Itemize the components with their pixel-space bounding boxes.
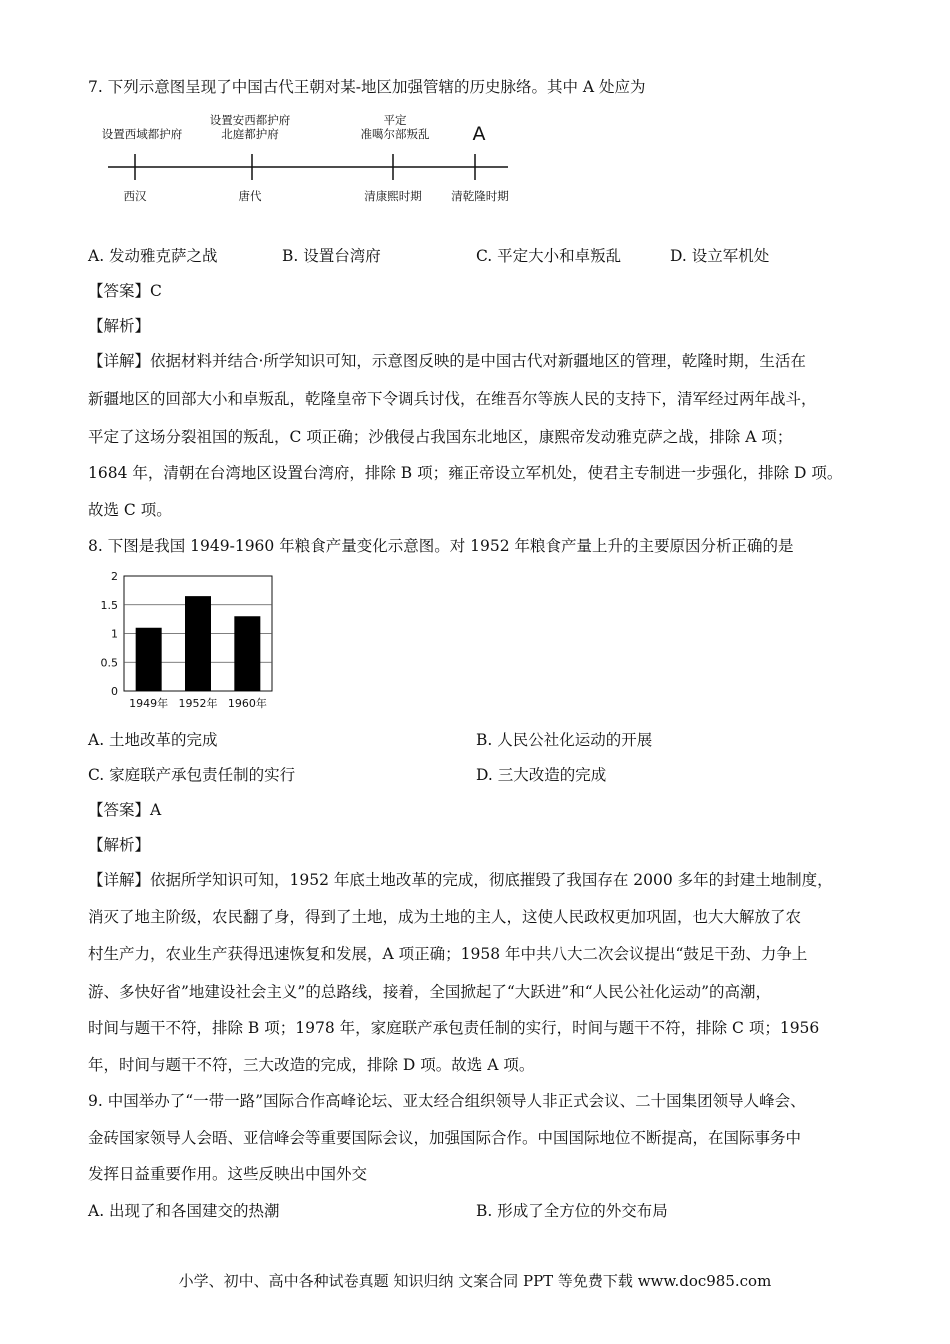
x-tick-label: 1949年 (129, 697, 169, 710)
x-tick-label: 1960年 (227, 697, 267, 710)
q9-stem-line: 金砖国家领导人会晤、亚信峰会等重要国际会议，加强国际合作。中国国际地位不断提高，在国际事务中 (88, 1129, 802, 1147)
timeline-event: 北庭都护府 (221, 127, 279, 141)
q7-option-a: A. 发动雅克萨之战 (88, 247, 218, 265)
q8-detail-line: 村生产力，农业生产获得迅速恢复和发展，A 项正确；1958 年中共八大二次会议提出“鼓足干劲、力争上 (88, 945, 808, 963)
q8-answer: 【答案】A (88, 801, 162, 819)
timeline-period: 唐代 (238, 189, 262, 203)
bar (136, 628, 162, 691)
grain-output-bar-chart (88, 566, 288, 716)
y-tick-label: 1.5 (100, 598, 118, 612)
timeline-period: 清乾隆时期 (451, 189, 509, 203)
q8-detail-line: 【详解】依据所学知识可知，1952 年底土地改革的完成，彻底摧毁了我国存在 2000 多年的封建土地制度， (88, 871, 833, 889)
timeline-period: 清康熙时期 (364, 189, 422, 203)
timeline-event: 准噶尔部叛乱 (360, 127, 430, 141)
q8-detail-line: 消灭了地主阶级，农民翻了身，得到了土地，成为土地的主人，这使人民政权更加巩固，也大大解放了农 (88, 908, 802, 926)
q8-option-c: C. 家庭联产承包责任制的实行 (88, 766, 296, 784)
q7-detail-line: 平定了这场分裂祖国的叛乱，C 项正确；沙俄侵占我国东北地区，康熙帝发动雅克萨之战，排除 A 项； (88, 428, 793, 446)
q7-detail-line: 新疆地区的回部大小和卓叛乱，乾隆皇帝下令调兵讨伐，在维吾尔等族人民的支持下，清军经过两年战斗， (88, 390, 817, 408)
y-tick-label: 1 (111, 627, 118, 641)
q8-detail-line: 年，时间与题干不符，三大改造的完成，排除 D 项。故选 A 项。 (88, 1056, 535, 1074)
timeline-event-a: A (472, 123, 486, 145)
q7-answer: 【答案】C (88, 282, 162, 300)
q7-detail-line: 1684 年，清朝在台湾地区设置台湾府，排除 B 项；雍正帝设立军机处，使君主专制进一步强化，排除 D 项。 (88, 464, 843, 482)
q9-stem-line: 9. 中国举办了“一带一路”国际合作高峰论坛、亚太经合组织领导人非正式会议、二十国集团领导人峰会、 (88, 1092, 806, 1110)
timeline-event: 平定 (383, 113, 407, 127)
q8-option-b: B. 人民公社化运动的开展 (476, 731, 653, 749)
q9-stem-line: 发挥日益重要作用。这些反映出中国外交 (88, 1165, 368, 1183)
q9-option-a: A. 出现了和各国建交的热潮 (88, 1202, 280, 1220)
q8-stem: 8. 下图是我国 1949-1960 年粮食产量变化示意图。对 1952 年粮食产量上升的主要原因分析正确的是 (88, 537, 794, 555)
q8-detail-line: 时间与题干不符，排除 B 项；1978 年，家庭联产承包责任制的实行，时间与题干不符，排除 C 项；1956 (88, 1019, 820, 1037)
q9-option-b: B. 形成了全方位的外交布局 (476, 1202, 668, 1220)
bar (234, 616, 260, 691)
q8-analysis-label: 【解析】 (88, 836, 151, 854)
q7-analysis-label: 【解析】 (88, 317, 151, 335)
q8-option-a: A. 土地改革的完成 (88, 731, 218, 749)
q8-detail-line: 游、多快好省”地建设社会主义”的总路线，接着，全国掀起了“大跃进”和“人民公社化运动”的高潮， (88, 983, 772, 1001)
bar (185, 596, 211, 691)
q7-detail-line: 故选 C 项。 (88, 501, 172, 519)
timeline-event: 设置西域都护府 (101, 127, 183, 141)
y-tick-label: 2 (111, 570, 118, 583)
timeline-period: 西汉 (123, 189, 147, 203)
q7-option-d: D. 设立军机处 (670, 247, 770, 265)
y-tick-label: 0 (111, 685, 118, 698)
q7-option-b: B. 设置台湾府 (282, 247, 381, 265)
q7-stem: 7. 下列示意图呈现了中国古代王朝对某-地区加强管辖的历史脉络。其中 A 处应为 (88, 78, 646, 96)
y-tick-label: 0.5 (100, 656, 118, 670)
q7-detail-line: 【详解】依据材料并结合·所学知识可知，示意图反映的是中国古代对新疆地区的管理，乾隆时期，生活在 (88, 352, 806, 370)
q8-option-d: D. 三大改造的完成 (476, 766, 607, 784)
x-tick-label: 1952年 (178, 697, 218, 710)
timeline-event: 设置安西都护府 (209, 113, 291, 127)
q7-timeline (90, 108, 520, 213)
page-footer: 小学、初中、高中各种试卷真题 知识归纳 文案合同 PPT 等免费下载 www.doc985.com (178, 1272, 772, 1290)
q7-option-c: C. 平定大小和卓叛乱 (476, 247, 622, 265)
